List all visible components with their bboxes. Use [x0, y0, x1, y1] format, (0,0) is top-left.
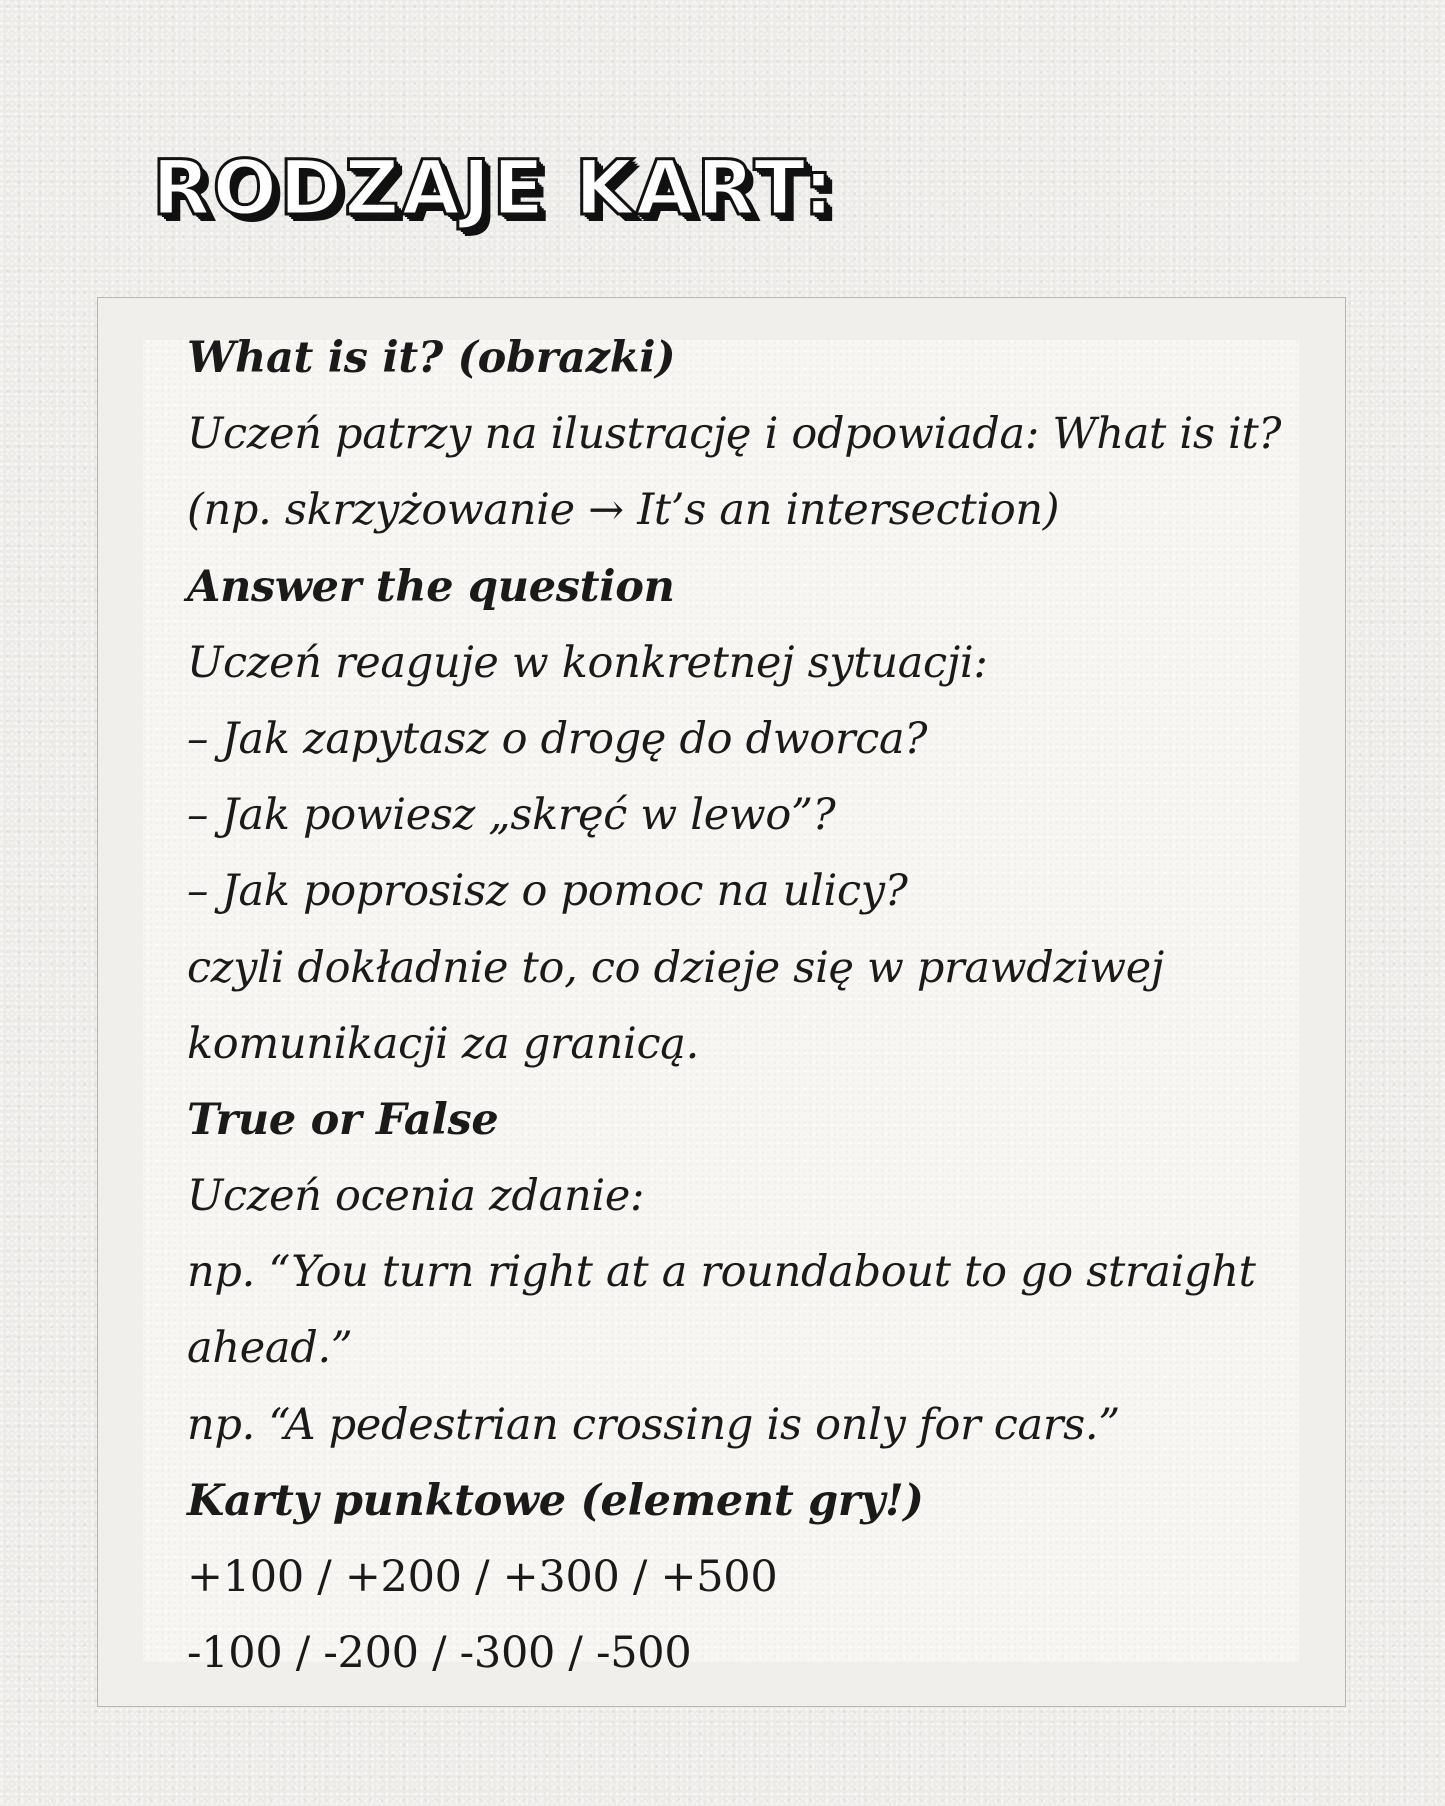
card-types-list: [187, 320, 1282, 1691]
text-line: Uczeń ocenia zdanie:: [187, 1171, 645, 1222]
points-negative: -100 / -200 / -300 / -500: [187, 1628, 692, 1679]
text-line: np. “You turn right at a roundabout to go straight: [187, 1247, 1256, 1298]
section-heading-what-is-it: What is it? (obrazki): [187, 333, 676, 383]
points-positive: +100 / +200 / +300 / +500: [187, 1552, 778, 1602]
text-line: ahead.”: [187, 1323, 353, 1374]
text-line: komunikacji za granicą.: [187, 1018, 699, 1069]
page-title: RODZAJE KART:: [152, 143, 836, 232]
section-heading-answer-the-question: Answer the question: [187, 561, 675, 612]
section-heading-true-or-false: True or False: [187, 1094, 499, 1145]
text-line: – Jak poprosisz o pomoc na ulicy?: [187, 866, 908, 917]
text-line: Uczeń reaguje w konkretnej sytuacji:: [187, 637, 988, 688]
text-line: (np. skrzyżowanie → It’s an intersection): [187, 485, 1060, 536]
section-heading-point-cards: Karty punktowe (element gry!): [187, 1475, 924, 1526]
text-line: czyli dokładnie to, co dzieje się w prawdziwej: [187, 942, 1164, 993]
text-line: – Jak zapytasz o drogę do dworca?: [187, 713, 928, 764]
text-line: Uczeń patrzy na ilustrację i odpowiada: What is it?: [187, 409, 1282, 460]
text-line: – Jak powiesz „skręć w lewo”?: [187, 790, 836, 841]
text-line: np. “A pedestrian crossing is only for cars.”: [187, 1399, 1120, 1450]
